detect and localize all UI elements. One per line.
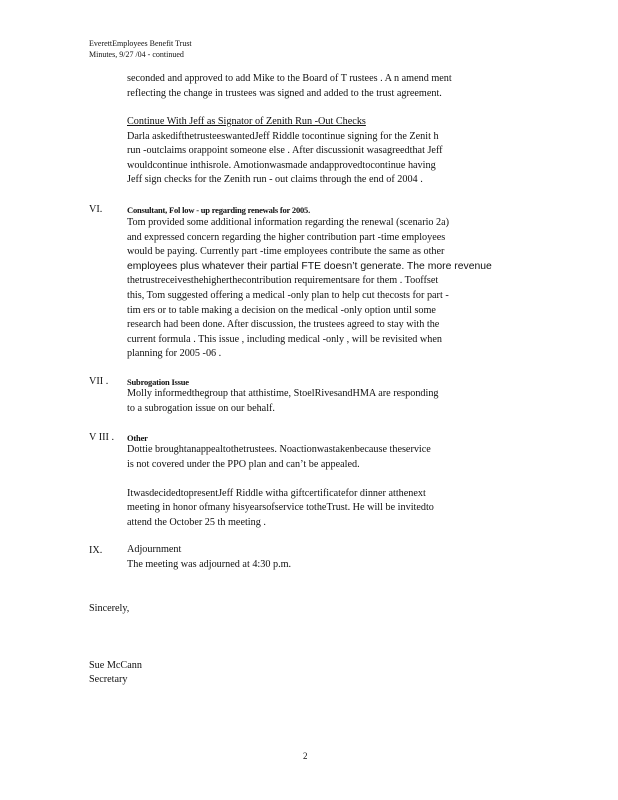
section-line: thetrustreceivesthehigherthecontribution requirementsare for them . Tooffset: [127, 275, 439, 287]
section-line: is not covered under the PPO plan and can’t be appealed.: [127, 458, 360, 470]
sincerely: Sincerely,: [89, 603, 130, 614]
header-line-1: EverettEmployees Benefit Trust: [89, 39, 192, 48]
signer-name: Sue McCann: [89, 660, 142, 671]
section-title: Consultant, Fol low - up regarding renewals for 2005.: [127, 205, 311, 215]
intro-line: reflecting the change in trustees was signed and added to the trust agreement.: [127, 87, 442, 99]
section-body: [127, 387, 520, 416]
section-heading: Adjournment: [127, 544, 182, 555]
signator-heading: Continue With Jeff as Signator of Zenith Run -Out Checks: [127, 116, 366, 127]
section-title: Other: [127, 433, 148, 443]
section-line: this, Tom suggested offering a medical -only plan to help cut thecosts for part -: [127, 289, 449, 301]
section-line: ItwasdecidedtopresentJeff Riddle witha giftcertificatefor dinner atthenext: [127, 487, 426, 499]
section-line: Tom provided some additional information regarding the renewal (scenario 2a): [127, 217, 450, 228]
signer-role: Secretary: [89, 674, 128, 685]
signator-paragraph: [127, 115, 520, 188]
section-line: Molly informedthegroup that atthistime, StoelRivesandHMA are responding: [127, 388, 439, 399]
section-title: Subrogation Issue: [127, 377, 189, 387]
header-line-2: Minutes, 9/27 /04 - continued: [89, 50, 184, 59]
page-number: 2: [303, 751, 308, 761]
section-number: VI.: [89, 204, 103, 215]
section-line: meeting in honor ofmany hisyearsofservice totheTrust. He will be invitedto: [127, 502, 434, 514]
section-line: would be paying. Currently part -time employees contribute the same as other: [127, 246, 445, 258]
section-line: and expressed concern regarding the higher contribution part -time employees: [127, 231, 446, 243]
section-line: tim ers or to table making a decision on the medical -only option until some: [127, 304, 436, 316]
section-line: [127, 472, 520, 487]
section-line: attend the October 25 th meeting .: [127, 516, 266, 528]
signator-line: Darla askedifthetrusteeswantedJeff Riddle tocontinue signing for the Zenit h: [127, 130, 439, 142]
section-body: [127, 443, 520, 531]
section-body: [127, 216, 520, 362]
section-line: research had been done. After discussion, the trustees agreed to stay with the: [127, 319, 440, 331]
signator-line: Jeff sign checks for the Zenith run - out claims through the end of 2004 .: [127, 174, 423, 186]
section-line: employees plus whatever their partial FTE doesn’t generate. The more revenue: [127, 260, 492, 272]
section-number: IX.: [89, 545, 103, 556]
section-line: current formula . This issue , including medical -only , will be revisited when: [127, 333, 442, 345]
header: [89, 38, 192, 60]
section-number: V III .: [89, 432, 114, 443]
section-line: to a subrogation issue on our behalf.: [127, 402, 275, 414]
intro-line: seconded and approved to add Mike to the Board of T rustees . A n amend ment: [127, 73, 452, 84]
intro-paragraph: [127, 72, 520, 101]
section-number: VII .: [89, 376, 109, 387]
section-line: Dottie broughtanappealtothetrustees. Noactionwastakenbecause theservice: [127, 444, 431, 455]
signator-line: run -outclaims orappoint someone else . After discussionit wasagreedthat Jeff: [127, 145, 443, 157]
section-body: [127, 543, 520, 572]
signator-line: wouldcontinue inthisrole. Amotionwasmade andapprovedtocontinue having: [127, 159, 436, 171]
section-line: The meeting was adjourned at 4:30 p.m.: [127, 558, 292, 570]
section-line: planning for 2005 -06 .: [127, 348, 222, 360]
